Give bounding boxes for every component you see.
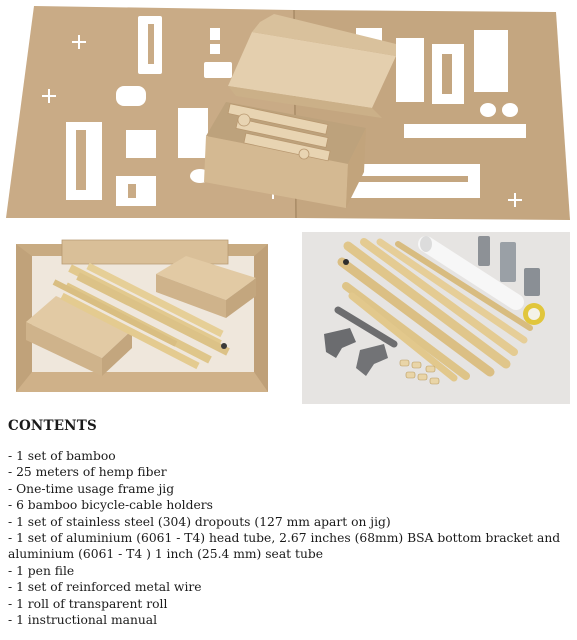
list-item: - 1 set of aluminium (6061 - T4) head tube, 2.67 inches (68mm) BSA bottom bracket and aluminium (6061 - T4 ) 1 inch (25.4 mm) seat tube (8, 531, 561, 562)
list-item: - 25 meters of hemp fiber (8, 465, 167, 480)
jig-board-photo (4, 4, 572, 222)
kit-parts-photo (302, 232, 570, 404)
box-with-bamboo-photo (6, 234, 278, 402)
contents-list (8, 448, 568, 628)
list-item: - 1 set of reinforced metal wire (8, 580, 202, 595)
contents-heading: CONTENTS (8, 418, 97, 434)
list-item: - 1 set of stainless steel (304) dropouts (127 mm apart on jig) (8, 514, 391, 529)
list-item: - 6 bamboo bicycle-cable holders (8, 498, 213, 513)
list-item: - 1 instructional manual (8, 613, 158, 628)
list-item: - One-time usage frame jig (8, 481, 175, 496)
list-item: - 1 pen file (8, 563, 75, 578)
list-item: - 1 set of bamboo (8, 449, 116, 463)
list-item: - 1 roll of transparent roll (8, 596, 168, 611)
contents-section (8, 418, 568, 628)
